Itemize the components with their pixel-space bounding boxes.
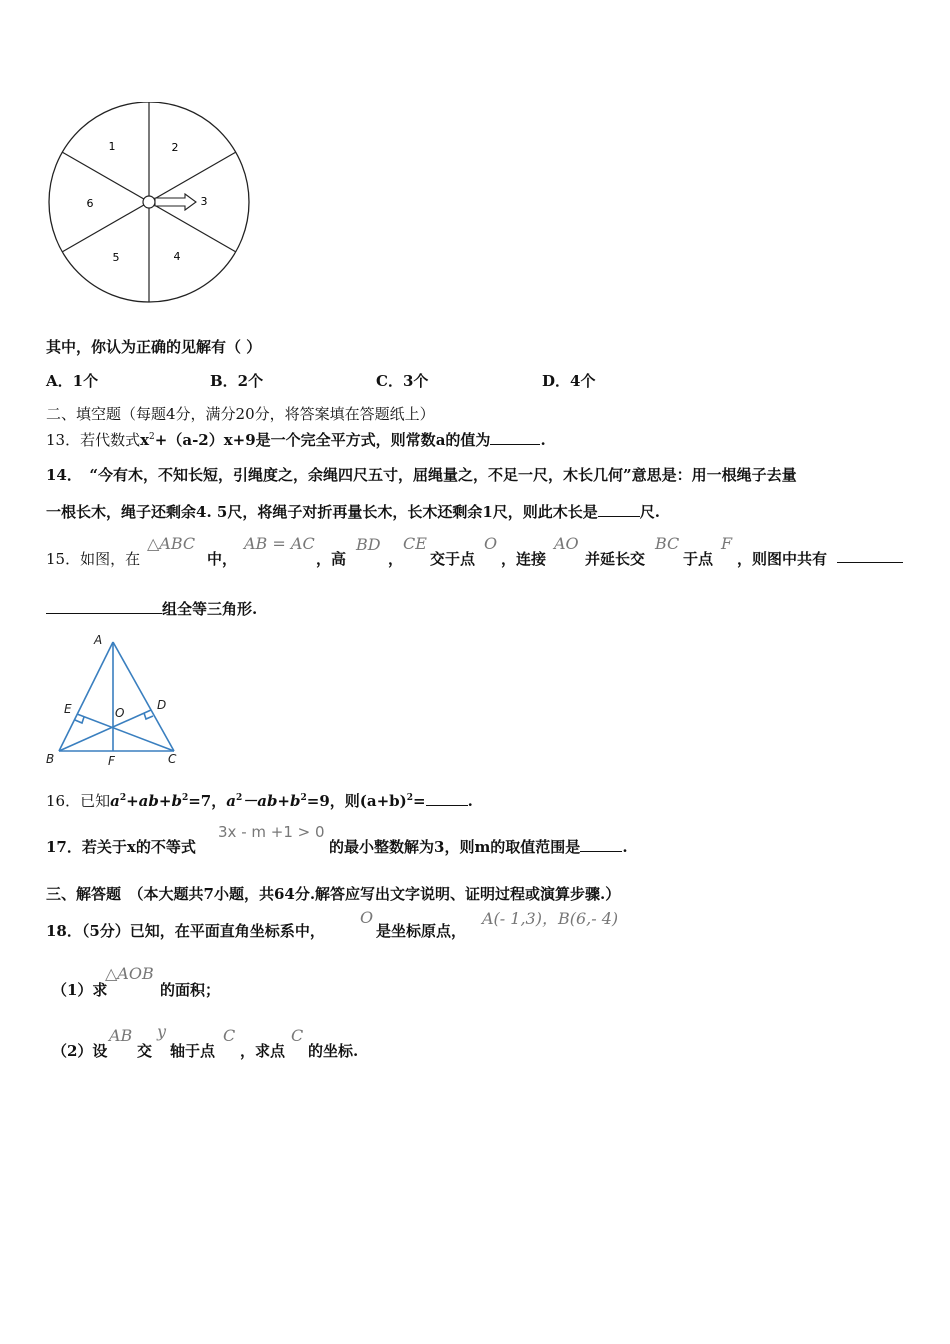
label-d: D — [157, 698, 167, 712]
spinner-hub — [143, 196, 155, 208]
q16-part: = — [413, 792, 426, 810]
q14-line-2a: 一根长木，绳子还剩余4. 5尺，将绳子对折再量长木，长木还剩余1尺，则此木长是 — [46, 503, 598, 521]
q16-part: a — [226, 792, 236, 810]
q18-num: 18．（5分）已知，在平面直角坐标系中， — [46, 922, 325, 940]
section-2-title: 二、填空题（每题4分，满分20分，将答案填在答题纸上） — [46, 405, 435, 423]
q18-c1: C — [223, 1026, 236, 1045]
section-3-title: 三、解答题 （本大题共7小题，共64分.解答应写出文字说明、证明过程或演算步骤.） — [46, 885, 621, 903]
q18-part-2d: ，求点 — [240, 1042, 286, 1060]
q15-f: F — [721, 534, 733, 553]
right-angle-mark — [75, 717, 84, 723]
q15-text-6: 并延长交 — [585, 550, 646, 568]
q15-text-3: ， — [388, 550, 404, 568]
q15-o: O — [484, 534, 498, 553]
q13-mid: +（a-2）x+9是一个完全平方式，则常数 — [154, 431, 436, 449]
answer-blank[interactable] — [490, 432, 540, 445]
label-f: F — [108, 754, 115, 768]
q14-line-1: 14． “今有木，不知长短，引绳度之，余绳四尺五寸，屈绳量之，不足一尺，木长几何”意思是：用一根绳子去量 — [46, 466, 797, 484]
sector-label-5: 5 — [112, 251, 120, 264]
q18-aob: △AOB — [105, 964, 154, 983]
q15-text-5: ，连接 — [501, 550, 547, 568]
q15-num: 15．如图，在 — [46, 550, 141, 568]
q15-text-7: 于点 — [683, 550, 714, 568]
q17-num: 17．若关于x的不等式 — [46, 838, 196, 856]
q17-text — [329, 836, 628, 857]
q16-sup: 2 — [181, 793, 189, 803]
q15-text-4: 交于点 — [430, 550, 476, 568]
q15-text-8: ，则图中共有 — [737, 550, 828, 568]
sector-label-3: 3 — [200, 195, 208, 208]
q16-part: +ab+b — [126, 792, 182, 810]
q18-part-1a: （1）求 — [52, 981, 108, 999]
sector-label-6: 6 — [86, 197, 94, 210]
q12-option-c[interactable]: C．3个 — [376, 372, 429, 390]
answer-blank[interactable] — [426, 793, 468, 806]
q18-part-2e: 的坐标. — [308, 1042, 359, 1060]
question-16 — [46, 790, 473, 811]
q16-sup: 2 — [406, 793, 413, 803]
label-e: E — [64, 702, 72, 716]
side-ab — [59, 642, 113, 751]
q13-end: 的值为 — [445, 431, 491, 449]
q15-ce: CE — [403, 534, 427, 553]
q15-ab-eq-ac: AB = AC — [244, 534, 315, 553]
q18-ab: AB — [109, 1026, 133, 1045]
q13-x: x — [140, 431, 150, 449]
answer-blank[interactable] — [837, 562, 903, 563]
spinner-arrow-icon — [155, 194, 196, 210]
answer-blank-continued[interactable] — [46, 601, 162, 614]
q12-option-d[interactable]: D．4个 — [542, 372, 596, 390]
q12-option-b[interactable]: B．2个 — [210, 372, 264, 390]
q14-line-2 — [46, 501, 660, 522]
q16-tail: . — [467, 792, 473, 810]
q16-part: =9，则(a+b) — [306, 792, 407, 810]
q13-tail: . — [540, 431, 546, 449]
q18-text-1: 是坐标原点， — [376, 922, 467, 940]
q13-num: 13．若代数式 — [46, 431, 141, 449]
q18-c2: C — [291, 1026, 304, 1045]
q15-line-2 — [46, 598, 257, 619]
q15-bd: BD — [356, 535, 381, 554]
q18-points: A(- 1,3)，B(6,- 4) — [482, 909, 619, 928]
q12-option-a[interactable]: A．1个 — [46, 372, 99, 390]
q15-tail: 组全等三角形. — [162, 600, 258, 618]
q16-num: 16．已知 — [46, 792, 111, 810]
q18-y: y — [157, 1022, 167, 1041]
sector-label-4: 4 — [173, 250, 181, 263]
sector-label-2: 2 — [171, 141, 179, 154]
altitude-ce — [77, 714, 174, 751]
answer-blank[interactable] — [598, 504, 640, 517]
q16-sup: 2 — [300, 793, 307, 803]
q14-line-2b: 尺. — [639, 503, 660, 521]
q18-part-2b: 交 — [137, 1042, 153, 1060]
q15-bc: BC — [655, 534, 680, 553]
label-c: C — [168, 752, 177, 766]
right-angle-mark — [144, 713, 153, 719]
label-a: A — [94, 633, 103, 647]
spinner-figure — [44, 102, 254, 304]
q16-part: a — [110, 792, 120, 810]
q15-triangle-abc: △ABC — [147, 534, 196, 553]
q12-prompt: 其中，你认为正确的见解有（ ） — [46, 338, 262, 356]
label-o: O — [115, 706, 125, 720]
sector-label-1: 1 — [108, 140, 116, 153]
q16-part: －ab+b — [242, 792, 301, 810]
q18-part-2c: 轴于点 — [170, 1042, 216, 1060]
q17-inequality: 3x - m +1 > 0 — [218, 823, 325, 841]
q16-part: =7， — [188, 792, 227, 810]
altitude-bd — [59, 710, 151, 751]
q18-part-2a: （2）设 — [52, 1042, 108, 1060]
triangle-figure — [40, 632, 190, 770]
q18-part-1b: 的面积； — [160, 981, 221, 999]
q17-tail: . — [622, 838, 628, 856]
q15-ao: AO — [554, 534, 579, 553]
q16-sup: 2 — [235, 793, 243, 803]
question-13 — [46, 429, 546, 450]
q17-t1: 的最小整数解为3，则m的取值范围是 — [329, 838, 581, 856]
label-b: B — [46, 752, 55, 766]
q18-o: O — [360, 908, 374, 927]
q15-text-2: ，高 — [316, 550, 347, 568]
q16-sup: 2 — [119, 793, 127, 803]
side-ac — [113, 642, 174, 751]
q15-text-1: 中， — [207, 550, 238, 568]
answer-blank[interactable] — [580, 839, 622, 852]
q13-a: a — [435, 431, 446, 449]
q13-exp: 2 — [149, 432, 155, 442]
